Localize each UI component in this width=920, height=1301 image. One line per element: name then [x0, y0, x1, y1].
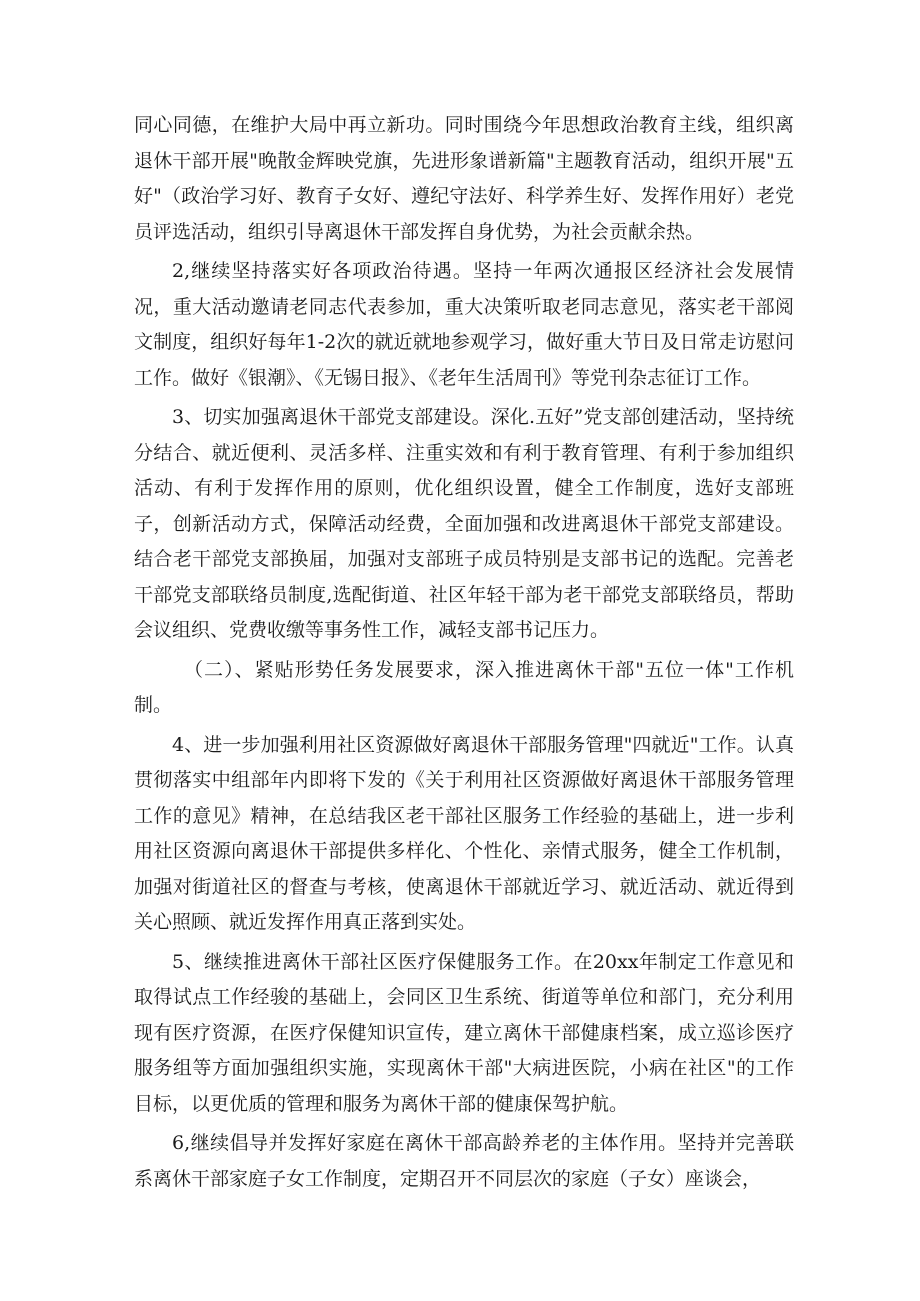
- section-heading-2: （二）、紧贴形势任务发展要求，深入推进离休干部"五位一体"工作机制。: [134, 658, 794, 716]
- paragraph-continuation: 同心同德，在维护大局中再立新功。同时围绕今年思想政治教育主线，组织离退休干部开展"晚散金辉映党旗，先进形象谱新篇"主题教育活动，组织开展"五好"（政治学习好、教育子女好、遵纪守法好、科学养生好、发挥作用好）老党员评选活动，组织引导离退休干部发挥自身优势，为社会贡献余热。: [134, 114, 794, 243]
- document-page: [134, 108, 794, 1201]
- paragraph-item-2: 2,继续坚持落实好各项政治待遇。坚持一年两次通报区经济社会发展情况，重大活动邀请老同志代表参加，重大决策听取老同志意见，落实老干部阅文制度，组织好每年1-2次的就近就地参观学习，做好重大节日及日常走访慰问工作。做好《银潮》、《无锡日报》、《老年生活周刊》等党刊杂志征订工作。: [134, 260, 794, 389]
- paragraph-item-5: 5、继续推进离休干部社区医疗保健服务工作。在20xx年制定工作意见和取得试点工作经骏的基础上，会同区卫生系统、街道等单位和部门，充分利用现有医疗资源，在医疗保健知识宣传，建立离休干部健康档案，成立巡诊医疗服务组等方面加强组织实施，实现离休干部"大病进医院，小病在社区"的工作目标，以更优质的管理和服务为离休干部的健康保驾护航。: [134, 950, 794, 1115]
- paragraph-item-3: 3、切实加强离退休干部党支部建设。深化.五好”党支部创建活动，坚持统分结合、就近便利、灵活多样、注重实效和有利于教育管理、有利于参加组织活动、有利于发挥作用的原则，优化组织设置，健全工作制度，选好支部班子，创新活动方式，保障活动经费，全面加强和改进离退休干部党支部建设。结合老干部党支部换届，加强对支部班子成员特别是支部书记的选配。完善老干部党支部联络员制度,选配街道、社区年轻干部为老干部党支部联络员，帮助会议组织、党费收缴等事务性工作，减轻支部书记压力。: [134, 406, 794, 641]
- paragraph-item-4: 4、进一步加强利用社区资源做好离退休干部服务管理"四就近"工作。认真贯彻落实中组部年内即将下发的《关于利用社区资源做好离退休干部服务管理工作的意见》精神，在总结我区老干部社区服务工作经验的基础上，进一步利用社区资源向离退休干部提供多样化、个性化、亲情式服务，健全工作机制，加强对街道社区的督查与考核，使离退休干部就近学习、就近活动、就近得到关心照顾、就近发挥作用真正落到实处。: [134, 733, 794, 933]
- paragraph-item-6: 6,继续倡导并发挥好家庭在离休干部高龄养老的主体作用。坚持并完善联系离休干部家庭子女工作制度，定期召开不同层次的家庭（子女）座谈会，: [134, 1132, 794, 1190]
